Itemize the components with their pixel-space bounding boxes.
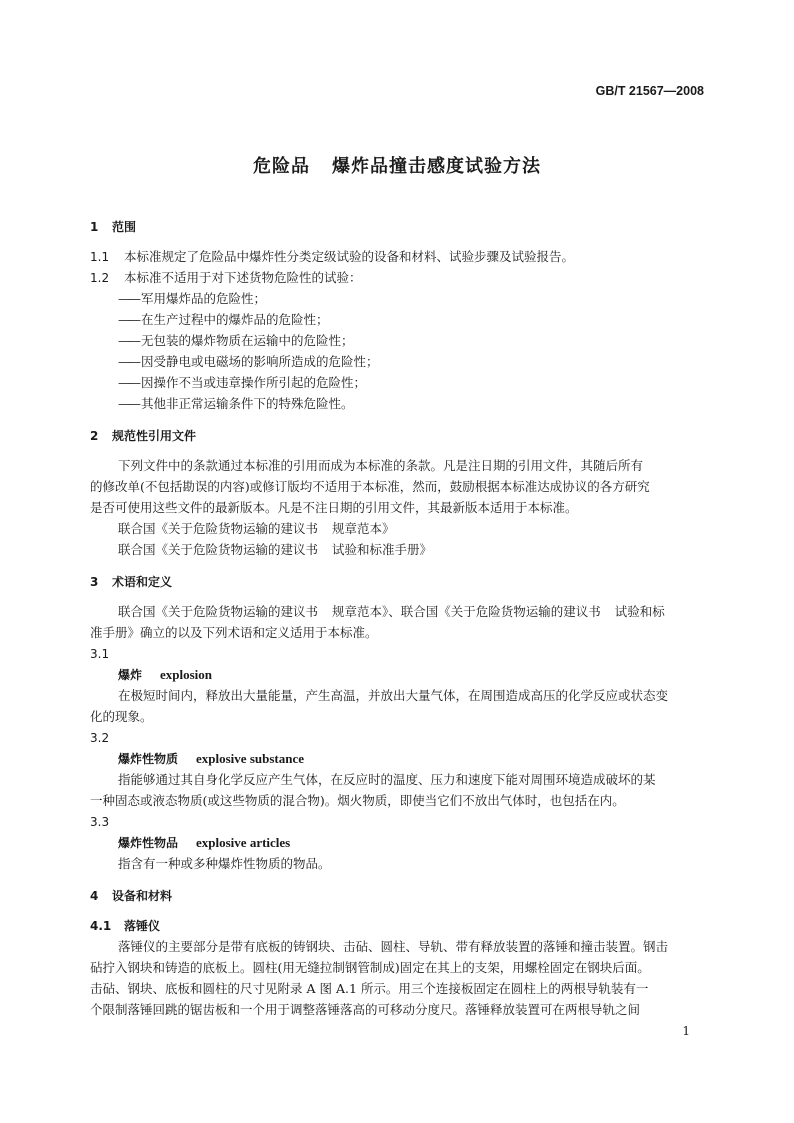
paragraph-line: 是否可使用这些文件的最新版本。凡是不注日期的引用文件，其最新版本适用于本标准。 bbox=[90, 500, 578, 515]
list-item: —— 在生产过程中的爆炸品的危险性； bbox=[118, 312, 329, 327]
paragraph-line: 准手册》确立的以及下列术语和定义适用于本标准。 bbox=[90, 625, 378, 640]
definition-line: 在极短时间内，释放出大量能量，产生高温，并放出大量气体，在周围造成高压的化学反应或状态变 bbox=[118, 688, 669, 703]
paragraph-line: 落锤仪的主要部分是带有底板的铸钢块、击砧、圆柱、导轨、带有释放装置的落锤和撞击装置。钢击 bbox=[118, 939, 669, 954]
title-part2: 爆炸品撞击感度试验方法 bbox=[332, 156, 541, 177]
term-3-2: 爆炸性物质 explosive substance bbox=[118, 751, 304, 766]
reference-2: 联合国《关于危险货物运输的建议书 试验和标准手册》 bbox=[118, 542, 433, 557]
term-3-3-number: 3.3 bbox=[90, 815, 110, 829]
term-3-1: 爆炸 explosion bbox=[118, 667, 213, 682]
section-4-heading: 4 设备和材料 bbox=[90, 889, 173, 903]
section-3-heading: 3 术语和定义 bbox=[90, 575, 173, 589]
paragraph-line: 击砧、钢块、底板和圆柱的尺寸见附录 A 图 A.1 所示。用三个连接板固定在圆柱上的两根导轨装有一 bbox=[90, 981, 649, 996]
definition-line: 指能够通过其自身化学反应产生气体，在反应时的温度、压力和速度下能对周围环境造成破坏的某 bbox=[118, 772, 656, 787]
reference-1: 联合国《关于危险货物运输的建议书 规章范本》 bbox=[118, 521, 395, 536]
paragraph-line: 联合国《关于危险货物运输的建议书 规章范本》、联合国《关于危险货物运输的建议书 试验和标 bbox=[118, 604, 665, 619]
section-2-heading: 2 规范性引用文件 bbox=[90, 429, 197, 443]
section-1-heading: 1 范围 bbox=[90, 220, 137, 234]
clause-1-2: 1.2 本标准不适用于对下述货物危险性的试验： bbox=[90, 270, 362, 285]
term-3-3: 爆炸性物品 explosive articles bbox=[118, 835, 291, 850]
term-3-2-number: 3.2 bbox=[90, 731, 110, 745]
document-title bbox=[0, 152, 794, 178]
title-part1: 危险品 bbox=[253, 156, 310, 177]
list-item: —— 军用爆炸品的危险性； bbox=[118, 291, 267, 306]
standard-code: GB/T 21567—2008 bbox=[595, 84, 704, 98]
term-3-1-number: 3.1 bbox=[90, 647, 110, 661]
page-number: 1 bbox=[682, 1024, 690, 1038]
clause-4-1-heading: 4.1 落锤仪 bbox=[90, 919, 161, 933]
list-item: —— 无包装的爆炸物质在运输中的危险性； bbox=[118, 333, 354, 348]
paragraph-line: 的修改单(不包括勘误的内容)或修订版均不适用于本标准，然而，鼓励根据本标准达成协议的各方研究 bbox=[90, 479, 650, 494]
list-item: —— 其他非正常运输条件下的特殊危险性。 bbox=[118, 396, 354, 411]
paragraph-line: 砧拧入钢块和铸造的底板上。圆柱(用无缝拉制钢管制成)固定在其上的支架，用螺栓固定在钢块后面。 bbox=[90, 960, 650, 975]
list-item: —— 因操作不当或违章操作所引起的危险性； bbox=[118, 375, 367, 390]
definition-line: 化的现象。 bbox=[90, 709, 153, 724]
definition-line: 指含有一种或多种爆炸性物质的物品。 bbox=[118, 856, 331, 871]
definition-line: 一种固态或液态物质(或这些物质的混合物)。烟火物质，即使当它们不放出气体时，也包括在内。 bbox=[90, 793, 625, 808]
clause-1-1: 1.1 本标准规定了危险品中爆炸性分类定级试验的设备和材料、试验步骤及试验报告。 bbox=[90, 249, 575, 264]
list-item: —— 因受静电或电磁场的影响所造成的危险性； bbox=[118, 354, 379, 369]
paragraph-line: 个限制落锤回跳的锯齿板和一个用于调整落锤落高的可移动分度尺。落锤释放装置可在两根导轨之间 bbox=[90, 1002, 641, 1017]
paragraph-line: 下列文件中的条款通过本标准的引用而成为本标准的条款。凡是注日期的引用文件，其随后所有 bbox=[118, 458, 644, 473]
